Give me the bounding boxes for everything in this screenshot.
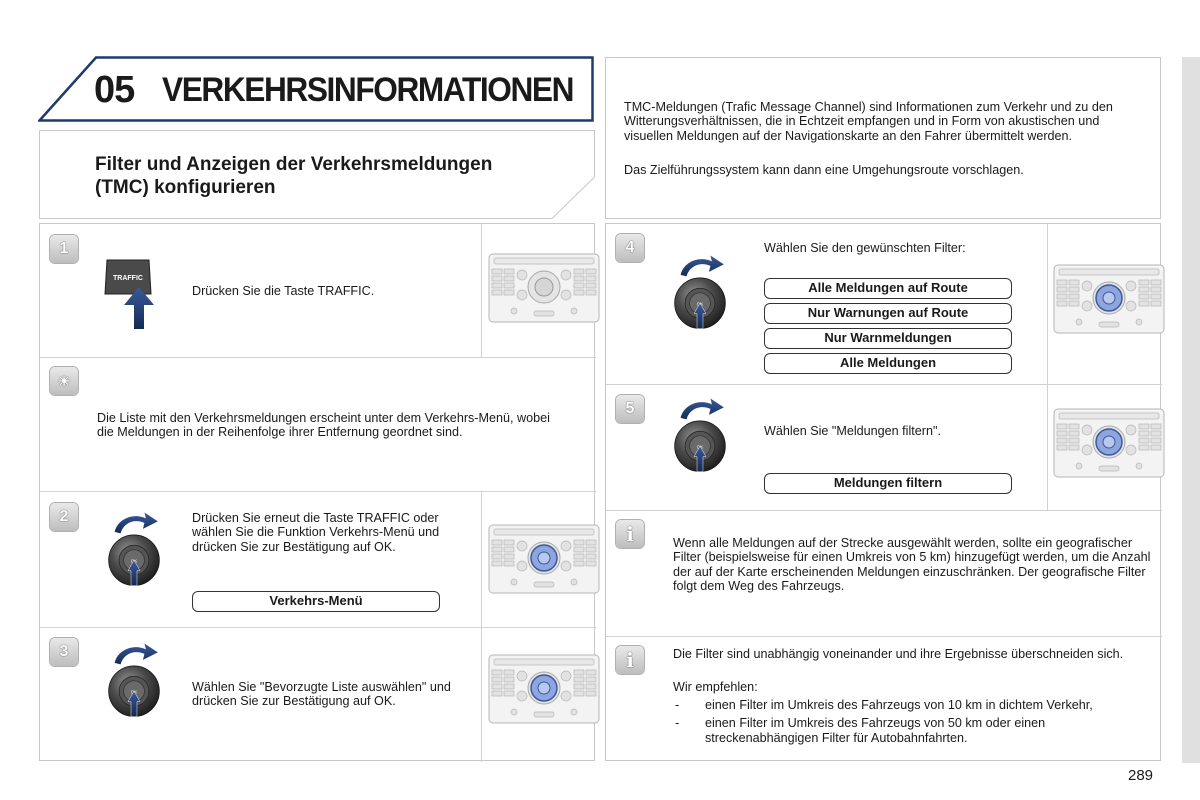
step-2-number: 2 — [50, 503, 78, 531]
tip-text: Die Liste mit den Verkehrsmeldungen erscheint unter dem Verkehrs-Menü, wobei die Meldungen in der Reihenfolge ihrer Entfernung geordnet sind. — [97, 411, 550, 440]
info-2-bullets — [673, 698, 1121, 745]
console-knob-highlight — [1094, 427, 1124, 457]
chapter-title: VERKEHRSINFORMATIONEN — [162, 71, 574, 109]
intro-paragraph-2: Das Zielführungssystem kann dann eine Umgehungsroute vorschlagen. — [624, 163, 1024, 177]
step-5-text: Wählen Sie "Meldungen filtern". — [764, 424, 941, 438]
info-2-text-1: Die Filter sind unabhängig voneinander und ihre Ergebnisse überschneiden sich. — [673, 647, 1124, 661]
step-3-text: Wählen Sie "Bevorzugte Liste auswählen" und drücken Sie zur Bestätigung auf OK. — [192, 680, 451, 709]
option-nur-warnmeldungen[interactable]: Nur Warnmeldungen — [764, 328, 1012, 349]
console-knob-highlight — [529, 543, 559, 573]
section-title-panel — [39, 130, 595, 219]
option-nur-warnungen-auf-route[interactable]: Nur Warnungen auf Route — [764, 303, 1012, 324]
step-3-number: 3 — [50, 638, 78, 666]
option-verkehrs-menu[interactable]: Verkehrs-Menü — [192, 591, 440, 612]
page-number: 289 — [1128, 767, 1154, 784]
edge-tab — [1182, 57, 1200, 763]
list-item: - einen Filter im Umkreis des Fahrzeugs von 10 km in dichtem Verkehr, — [673, 698, 1121, 712]
knob-icon — [104, 508, 164, 590]
knob-icon — [670, 251, 730, 333]
traffic-button: TRAFFIC — [103, 258, 153, 294]
right-steps-panel — [605, 223, 1161, 761]
knob-icon — [104, 639, 164, 721]
option-alle-meldungen[interactable]: Alle Meldungen — [764, 353, 1012, 374]
console-knob-highlight — [1094, 283, 1124, 313]
info-1-text: Wenn alle Meldungen auf der Strecke ausgewählt werden, sollte ein geografischer Filter (beispielsweise für einen Umkreis von 5 km) hinzugefügt werden, um die Anzahl der auf der Karte erscheinenden Meldungen einzuschränken. Der geografische Filter folgt dem Weg des Fahrzeugs. — [673, 536, 1151, 593]
lightbulb-icon: ☀ — [50, 367, 78, 395]
left-steps-panel — [39, 223, 595, 761]
radio-console-image — [488, 253, 600, 323]
console-knob-highlight — [529, 673, 559, 703]
step-2-text: Drücken Sie erneut die Taste TRAFFIC oder wählen Sie die Funktion Verkehrs-Menü und drücken Sie zur Bestätigung auf OK. — [192, 511, 440, 554]
step-4-number: 4 — [616, 234, 644, 262]
step-1-number: 1 — [50, 235, 78, 263]
intro-panel — [605, 57, 1161, 219]
option-meldungen-filtern[interactable]: Meldungen filtern — [764, 473, 1012, 494]
list-item: - einen Filter im Umkreis des Fahrzeugs von 50 km oder einen streckenabhängigen Filter für Autobahnfahrten. — [673, 716, 1121, 745]
step-4-text: Wählen Sie den gewünschten Filter: — [764, 241, 966, 255]
info-icon: i — [616, 520, 644, 548]
step-1-text: Drücken Sie die Taste TRAFFIC. — [192, 284, 375, 298]
chapter-number: 05 — [94, 69, 135, 111]
knob-icon — [670, 394, 730, 476]
option-alle-meldungen-auf-route[interactable]: Alle Meldungen auf Route — [764, 278, 1012, 299]
step-5-number: 5 — [616, 395, 644, 423]
press-arrow-icon — [124, 287, 154, 329]
info-icon: i — [616, 646, 644, 674]
intro-paragraph-1: TMC-Meldungen (Trafic Message Channel) sind Informationen zum Verkehr und zu den Witterungsverhältnissen, die in Echtzeit empfangen und in Form von akustischen und visuellen Meldungen auf der Navigationskarte an den Fahrer übermittelt werden. — [624, 100, 1113, 143]
chapter-header — [38, 56, 594, 122]
section-title-line2: (TMC) konfigurieren — [95, 177, 276, 198]
section-title-line1: Filter und Anzeigen der Verkehrsmeldungen — [95, 154, 493, 175]
info-2-text-2: Wir empfehlen: — [673, 680, 758, 694]
